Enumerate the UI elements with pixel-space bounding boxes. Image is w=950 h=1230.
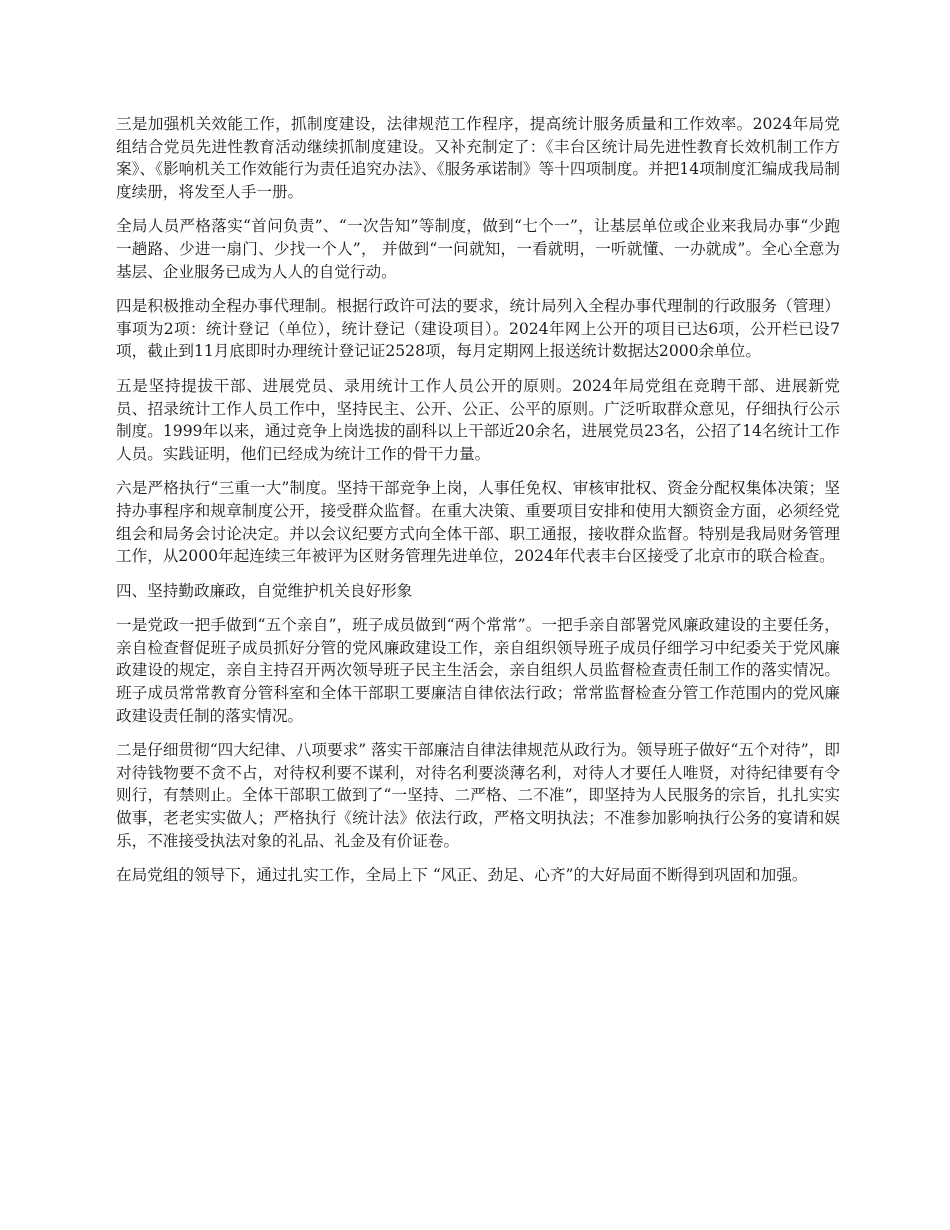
paragraph-open-principle: 五是坚持提拔干部、进展党员、录用统计工作人员公开的原则。2024年局党组在竞聘干部、进展新党员、招录统计工作人员工作中，坚持民主、公开、公正、公平的原则。广泛听取群众意见，仔细执行公示制度。1999年以来，通过竞争上岗选拔的副科以上干部近20余名，进展党员23名，公招了14名统计工作人员。实践证明，他们已经成为统计工作的骨干力量。 bbox=[116, 376, 840, 463]
paragraph-four-disciplines: 二是仔细贯彻“四大纪律、八项要求” 落实干部廉洁自律法律规范从政行为。领导班子做好“五个对待”，即对待钱物要不贪不占，对待权利要不谋利，对待名利要淡薄名利，对待人才要任人唯贤，对待纪律要有令则行，有禁则止。全体干部职工做到了“一坚持、二严格、二不准”，即坚持为人民服务的宗旨，扎扎实实做事，老老实实做人；严格执行《统计法》依法行政，严格文明执法；不准参加影响执行公务的宴请和娱乐，不准接受执法对象的礼品、礼金及有价证卷。 bbox=[116, 741, 840, 850]
section-heading-diligence: 四、坚持勤政廉政，自觉维护机关良好形象 bbox=[116, 581, 413, 600]
paragraph-agency-system: 四是积极推动全程办事代理制。根据行政许可法的要求，统计局列入全程办事代理制的行政服务（管理）事项为2项：统计登记（单位），统计登记（建设项目）。2024年网上公开的项目已达6项，公开栏已设7项，截止到11月底即时办理统计登记证2528项，每月定期网上报送统计数据达2000余单位。 bbox=[116, 297, 840, 361]
paragraph-three-one: 六是严格执行“三重一大”制度。坚持干部竞争上岗，人事任免权、审核审批权、资金分配权集体决策；坚持办事程序和规章制度公开，接受群众监督。在重大决策、重要项目安排和使用大额资金方面，必须经党组会和局务会讨论决定。并以会议纪要方式向全体干部、职工通报，接收群众监督。特别是我局财务管理工作，从2000年起连续三年被评为区财务管理先进单位，2024年代表丰台区接受了北京市的联合检查。 bbox=[116, 479, 840, 566]
document-body bbox=[116, 113, 840, 899]
paragraph-efficiency: 三是加强机关效能工作，抓制度建设，法律规范工作程序，提高统计服务质量和工作效率。2024年局党组结合党员先进性教育活动继续抓制度建设。又补充制定了：《丰台区统计局先进性教育长效机制工作方案》、《影响机关工作效能行为责任追究办法》、《服务承诺制》等十四项制度。并把14项制度汇编成我局制度续册，将发至人手一册。 bbox=[116, 115, 840, 201]
paragraph-five-personal: 一是党政一把手做到“五个亲自”，班子成员做到“两个常常”。一把手亲自部署党风廉政建设的主要任务，亲自检查督促班子成员抓好分管的党风廉政建设工作，亲自组织领导班子成员仔细学习中纪委关于党风廉政建设的规定，亲自主持召开两次领导班子民主生活会，亲自组织人员监督检查责任制工作的落实情况。班子成员常常教育分管科室和全体干部职工要廉洁自律依法行政；常常监督检查分管工作范围内的党风廉政建设责任制的落实情况。 bbox=[116, 616, 840, 725]
paragraph-conclusion: 在局党组的领导下，通过扎实工作，全局上下 “风正、劲足、心齐”的大好局面不断得到巩固和加强。 bbox=[116, 866, 808, 885]
paragraph-first-responsibility: 全局人员严格落实“首问负责”、“一次告知”等制度，做到“七个一”，让基层单位或企业来我局办事“少跑一趟路、少进一扇门、少找一个人”， 并做到“一问就知，一看就明，一听就懂、一办就成”。全心全意为基层、企业服务已成为人人的自觉行动。 bbox=[116, 217, 840, 281]
